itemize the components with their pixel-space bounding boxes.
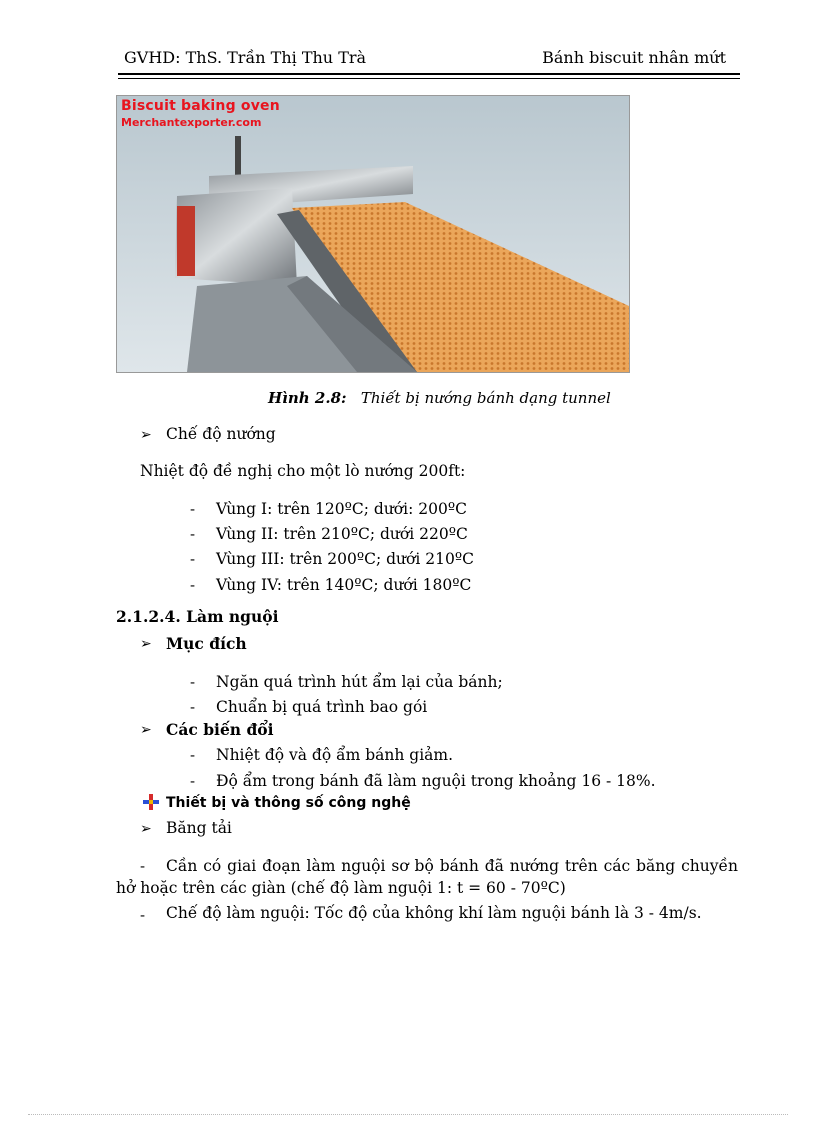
arrow-bullet-icon: ➢ xyxy=(140,722,152,738)
arrow-bullet-icon: ➢ xyxy=(140,636,152,652)
arrow-bullet-icon: ➢ xyxy=(140,821,152,837)
cooling-speed: Chế độ làm nguội: Tốc độ của không khí làm nguội bánh là 3 - 4m/s. xyxy=(166,904,702,922)
dash-icon: - xyxy=(190,772,196,790)
footer-rule xyxy=(28,1114,788,1115)
purpose-item: Ngăn quá trình hút ẩm lại của bánh; xyxy=(216,673,503,691)
zone-item: Vùng IV: trên 140ºC; dưới 180ºC xyxy=(216,576,472,594)
cooling-paragraph: Cần có giai đoạn làm nguội sơ bộ bánh đã nướng trên các băng chuyền hở hoặc trên các giàn (chế độ làm nguội 1: t = 60 - 70ºC) xyxy=(116,857,738,897)
changes-item: Nhiệt độ và độ ẩm bánh giảm. xyxy=(216,746,454,764)
dash-icon: - xyxy=(140,857,146,875)
dash-icon: - xyxy=(190,698,196,716)
caption-text: Thiết bị nướng bánh dạng tunnel xyxy=(360,389,611,407)
equipment-title: Thiết bị và thông số công nghệ xyxy=(166,795,411,811)
intro-text: Nhiệt độ đề nghị cho một lò nướng 200ft: xyxy=(140,462,466,480)
zone-item: Vùng III: trên 200ºC; dưới 210ºC xyxy=(216,550,474,568)
dash-icon: - xyxy=(140,906,146,924)
dash-icon: - xyxy=(190,500,196,518)
oven-photo xyxy=(116,95,630,373)
header-left: GVHD: ThS. Trần Thị Thu Trà xyxy=(124,48,367,67)
dash-icon: - xyxy=(190,673,196,691)
changes-title: Các biến đổi xyxy=(166,720,274,739)
changes-item: Độ ẩm trong bánh đã làm nguội trong khoảng 16 - 18%. xyxy=(216,772,656,790)
dash-icon: - xyxy=(190,746,196,764)
oven-illustration xyxy=(117,96,629,372)
dash-icon: - xyxy=(190,576,196,594)
section-heading: 2.1.2.4. Làm nguội xyxy=(116,607,279,626)
purpose-item: Chuẩn bị quá trình bao gói xyxy=(216,698,428,716)
arrow-bullet-icon: ➢ xyxy=(140,427,152,443)
belt-label: Băng tải xyxy=(166,819,232,837)
bullet-baking-mode: Chế độ nướng xyxy=(166,425,276,443)
dash-icon: - xyxy=(190,550,196,568)
zone-item: Vùng I: trên 120ºC; dưới: 200ºC xyxy=(216,500,467,518)
overlay-subtitle: Merchantexporter.com xyxy=(121,116,262,129)
caption-label: Hình 2.8: xyxy=(268,389,347,407)
header-rule xyxy=(118,73,740,79)
purpose-title: Mục đích xyxy=(166,634,247,653)
dash-icon: - xyxy=(190,525,196,543)
header-right: Bánh biscuit nhân mứt xyxy=(542,48,726,67)
plus-bullet-icon xyxy=(143,794,159,810)
figure-caption xyxy=(268,389,611,407)
overlay-title: Biscuit baking oven xyxy=(121,98,280,114)
zone-item: Vùng II: trên 210ºC; dưới 220ºC xyxy=(216,525,468,543)
